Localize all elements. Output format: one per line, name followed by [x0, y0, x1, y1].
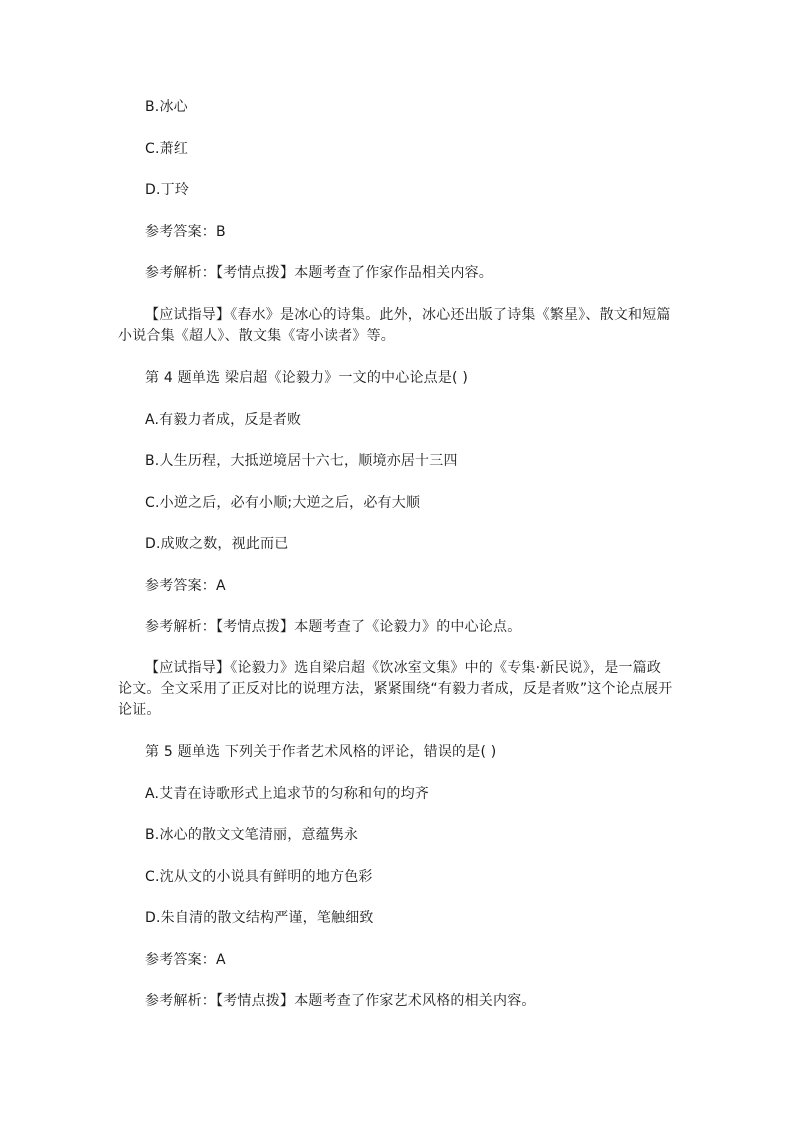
- q5-option-c: C.沈从文的小说具有鲜明的地方色彩: [145, 869, 373, 885]
- q3-analysis: 参考解析：【考情点拨】本题考查了作家作品相关内容。: [145, 265, 493, 281]
- q4-option-d: D.成败之数，视此而已: [145, 536, 289, 552]
- q3-option-c: C.萧红: [145, 141, 189, 157]
- q3-option-b: B.冰心: [145, 99, 188, 115]
- q3-option-d: D.丁玲: [145, 182, 190, 198]
- q4-analysis: 参考解析：【考情点拨】本题考查了《论毅力》的中心论点。: [145, 619, 522, 635]
- q4-stem: 第 4 题单选 梁启超《论毅力》一文的中心论点是( ): [145, 370, 469, 386]
- q5-answer: 参考答案：A: [145, 952, 226, 968]
- q5-option-d: D.朱自清的散文结构严谨，笔触细致: [145, 910, 374, 926]
- q5-option-b: B.冰心的散文文笔清丽，意蕴隽永: [145, 827, 359, 843]
- q4-answer: 参考答案：A: [145, 578, 226, 594]
- q5-analysis: 参考解析：【考情点拨】本题考查了作家艺术风格的相关内容。: [145, 993, 536, 1009]
- q4-option-b: B.人生历程，大抵逆境居十六七，顺境亦居十三四: [145, 453, 458, 469]
- q3-guidance: 【应试指导】《春水》是冰心的诗集。此外，冰心还出版了诗集《繁星》、散文和短篇小说合集《超人》、散文集《寄小读者》等。: [118, 307, 671, 344]
- q4-guidance: 【应试指导】《论毅力》选自梁启超《饮冰室文集》中的《专集·新民说》，是一篇政论文。全文采用了正反对比的说理方法，紧紧围绕“有毅力者成，反是者败”这个论点展开论证。: [118, 660, 673, 718]
- q3-answer: 参考答案：B: [145, 224, 226, 240]
- q5-option-a: A.艾青在诗歌形式上追求节的匀称和句的均齐: [145, 786, 429, 802]
- q4-option-c: C.小逆之后，必有小顺;大逆之后，必有大顺: [145, 495, 421, 511]
- q4-option-a: A.有毅力者成，反是者败: [145, 412, 302, 428]
- q5-stem: 第 5 题单选 下列关于作者艺术风格的评论，错误的是( ): [145, 744, 497, 760]
